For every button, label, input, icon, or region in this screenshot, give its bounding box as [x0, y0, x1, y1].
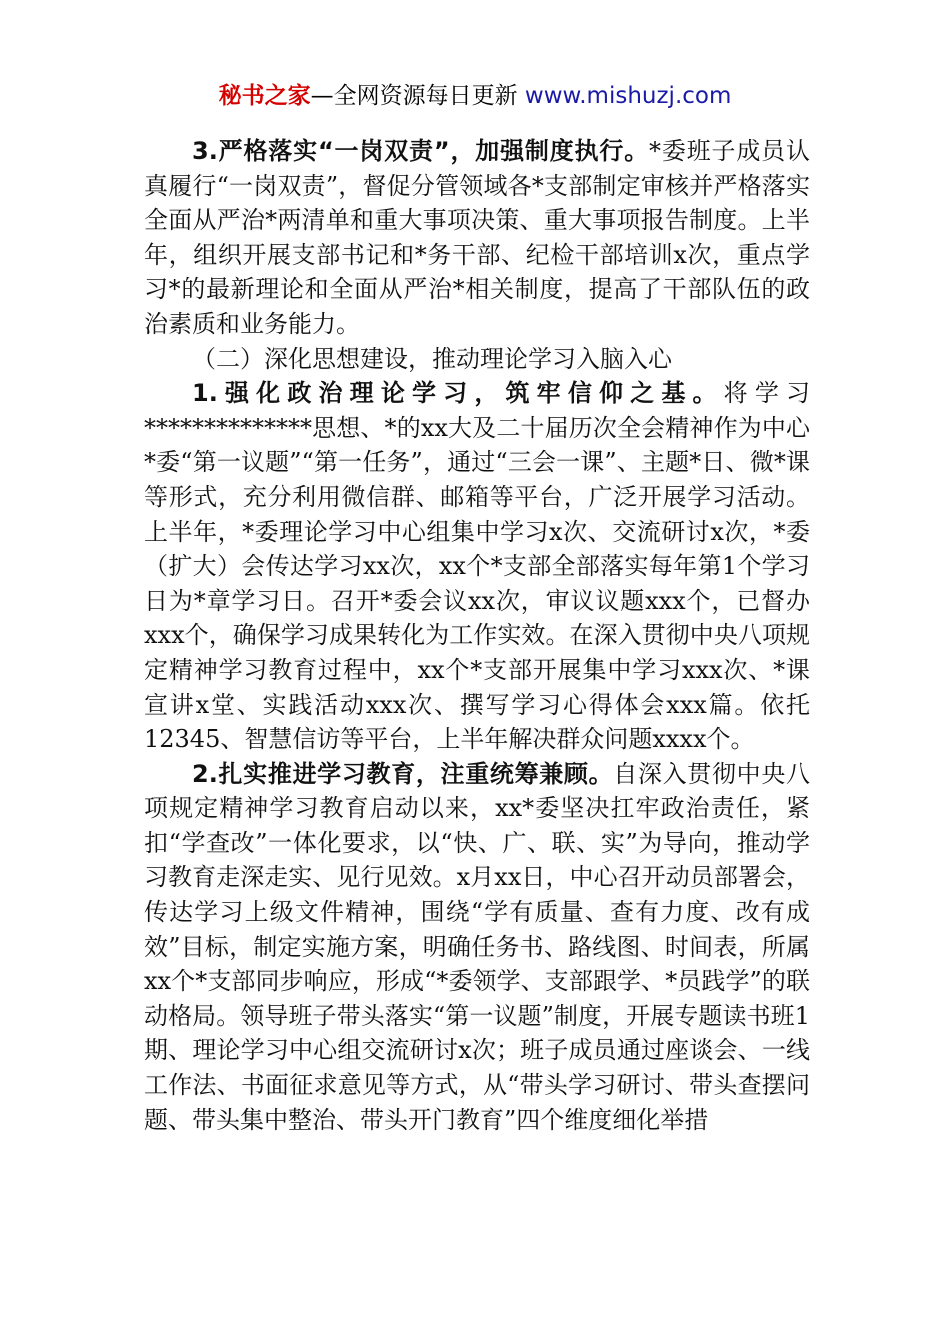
paragraph-1-theory-study [144, 376, 810, 757]
paragraph-2-study-education [144, 757, 810, 1138]
paragraph-text: 自深入贯彻中央八项规定精神学习教育启动以来，xx*委坚决扛牢政治责任，紧扣“学查改”一体化要求，以“快、广、联、实”为导向，推动学习教育走深走实、见行见效。x月xx日，中心召开动员部署会，传达学习上级文件精神，围绕“学有质量、查有力度、改有成效”目标，制定实施方案，明确任务书、路线图、时间表，所属xx个*支部同步响应，形成“*委领学、支部跟学、*员践学”的联动格局。领导班子带头落实“第一议题”制度，开展专题读书班1期、理论学习中心组交流研讨x次；班子成员通过座谈会、一线工作法、书面征求意见等方式，从“带头学习研讨、带头查摆问题、带头集中整治、带头开门教育”四个维度细化举措 [144, 759, 810, 1134]
paragraph-3-strict-implementation [144, 134, 810, 342]
paragraph-text: 将学习**************思想、*的xx大及二十届历次全会精神作为中心*委“第一议题”“第一任务”，通过“三会一课”、主题*日、微*课等形式，充分利用微信群、邮箱等平台，广泛开展学习活动。上半年，*委理论学习中心组集中学习x次、交流研讨x次，*委（扩大）会传达学习xx次，xx个*支部全部落实每年第1个学习日为*章学习日。召开*委会议xx次，审议议题xxx个，已督办xxx个，确保学习成果转化为工作实效。在深入贯彻中央八项规定精神学习教育过程中，xx个*支部开展集中学习xxx次、*课宣讲x堂、实践活动xxx次、撰写学习心得体会xxx篇。依托12345、智慧信访等平台，上半年解决群众问题xxxx个。 [144, 379, 810, 754]
paragraph-lead: 1.强化政治理论学习，筑牢信仰之基。 [192, 379, 724, 408]
paragraph-text: *委班子成员认真履行“一岗双责”，督促分管领域各*支部制定审核并严格落实全面从严治*两清单和重大事项决策、重大事项报告制度。上半年，组织开展支部书记和*务干部、纪检干部培训x次，重点学习*的最新理论和全面从严治*相关制度，提高了干部队伍的政治素质和业务能力。 [144, 137, 810, 338]
site-url[interactable]: www.mishuzj.com [524, 83, 732, 109]
page-header [0, 80, 950, 112]
brand-name: 秘书之家 [218, 83, 311, 109]
section-heading: （二）深化思想建设，推动理论学习入脑入心 [192, 344, 672, 373]
paragraph-lead: 3.严格落实“一岗双责”，加强制度执行。 [192, 137, 650, 165]
document-body [144, 134, 810, 1137]
paragraph-lead: 2.扎实推进学习教育，注重统筹兼顾。 [192, 759, 614, 788]
header-tagline: —全网资源每日更新 [310, 83, 518, 109]
